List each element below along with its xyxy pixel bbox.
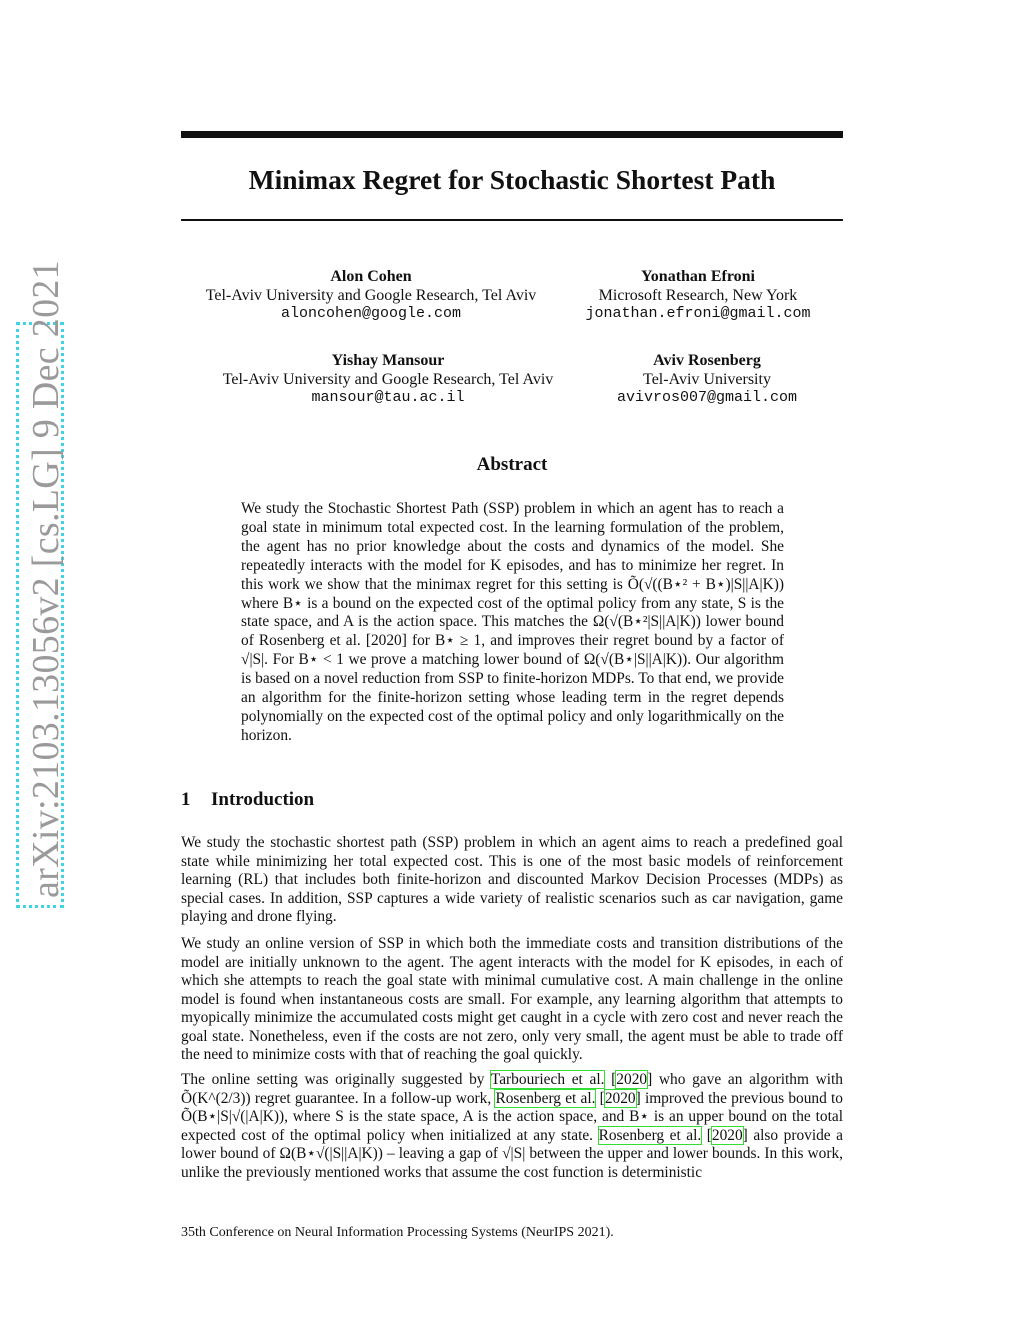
author-affiliation: Microsoft Research, New York: [598, 286, 798, 304]
paragraph-text: The online setting was originally suggested by: [181, 1071, 491, 1088]
citation-link[interactable]: Rosenberg et al.: [495, 1089, 596, 1107]
citation-year-link[interactable]: 2020: [711, 1126, 743, 1144]
author-email[interactable]: aloncohen@google.com: [280, 305, 462, 322]
citation-link[interactable]: Rosenberg et al.: [598, 1126, 702, 1144]
title-rule-bottom: [181, 219, 843, 221]
abstract-text: We study the Stochastic Shortest Path (SSP) problem in which an agent has to reach a goal state in minimum total expected cost. In the learning formulation of the problem, the agent has no prior knowledge about the costs and dynamics of the model. She repeatedly interacts with the model for K episodes, and has to minimize her regret. In this work we show that the minimax regret for this setting is Õ(√((B⋆² + B⋆)|S||A|K)) where B⋆ is a bound on the expected cost of the optimal policy from any state, S is the state space, and A is the action space. This matches the Ω(√(B⋆²|S||A|K)) lower bound of Rosenberg et al. [2020] for B⋆ ≥ 1, and improves their regret bound by a factor of √|S|. For B⋆ < 1 we prove a matching lower bound of Ω(√(B⋆|S||A|K)). Our algorithm is based on a novel reduction from SSP to finite-horizon MDPs. To that end, we provide an algorithm for the finite-horizon setting whose leading term in the regret depends polynomially on the expected cost of the optimal policy and only logarithmically on the horizon.: [241, 500, 784, 744]
author-email[interactable]: avivros007@gmail.com: [616, 389, 798, 406]
author-name: Aviv Rosenberg: [653, 352, 761, 369]
author-block: [567, 268, 829, 324]
body-paragraph: The online setting was originally suggested by Tarbouriech et al. [2020] who gave an algorithm with Õ(K^(2/3)) regret guarantee. In a follow-up work, Rosenberg et al. [2020] improved the previous bound to Õ(B⋆|S|√(|A|K)), where S is the state space, A is the action space, and B⋆ is an upper bound on the total expected cost of the optimal policy when initialized at any state. Rosenberg et al. [2020] also provide a lower bound of Ω(B⋆√(|S||A|K)) – leaving a gap of √|S| between the upper and lower bounds. In this work, unlike the previously mentioned works that assume the cost function is deterministic: [181, 1071, 843, 1181]
author-block: [587, 352, 827, 408]
conference-footnote: 35th Conference on Neural Information Processing Systems (NeurIPS 2021).: [181, 1225, 614, 1240]
paragraph-text: also provide a lower bound of Ω(B⋆√(|S||A|K)) – leaving a gap of √|S| between the upper and lower bounds. In this work, unlike the previously mentioned works that assume the cost function is deterministic: [181, 1126, 843, 1181]
author-block: [181, 268, 561, 324]
arxiv-identifier: arXiv:2103.13056v2 [cs.LG] 9 Dec 2021: [25, 260, 67, 898]
title-rule-top: [181, 131, 843, 138]
paragraph-text: improved the previous bound to Õ(B⋆|S|√(|A|K)), where S is the state space, A is the action space, and B⋆ is an upper bound on the total expected cost of the optimal policy when initialized at any state.: [181, 1089, 843, 1144]
paragraph-text: who gave an algorithm with Õ(K^(2/3)) regret guarantee. In a follow-up work,: [181, 1071, 843, 1107]
section-number: 1: [181, 789, 191, 810]
paper-title: Minimax Regret for Stochastic Shortest Path: [248, 164, 776, 195]
author-block: [198, 352, 578, 408]
author-name: Alon Cohen: [330, 268, 412, 285]
author-name: Yonathan Efroni: [641, 268, 755, 285]
author-email[interactable]: jonathan.efroni@gmail.com: [585, 305, 811, 322]
abstract-heading: Abstract: [476, 454, 548, 475]
author-affiliation: Tel-Aviv University and Google Research, Tel Aviv: [222, 370, 554, 388]
citation-year-link[interactable]: 2020: [604, 1089, 636, 1107]
author-email[interactable]: mansour@tau.ac.il: [311, 389, 465, 406]
author-name: Yishay Mansour: [331, 352, 445, 369]
author-affiliation: Tel-Aviv University: [643, 370, 771, 388]
author-affiliation: Tel-Aviv University and Google Research, Tel Aviv: [205, 286, 537, 304]
citation-year-link[interactable]: 2020: [616, 1071, 648, 1088]
body-paragraph: We study an online version of SSP in which both the immediate costs and transition distributions of the model are initially unknown to the agent. The agent interacts with the model for K episodes, in each of which she attempts to reach the goal state with minimal cumulative cost. A main challenge in the online model is found when instantaneous costs are small. For example, any learning algorithm that attempts to myopically minimize the accumulated costs might get caught in a cycle with zero cost and never reach the goal state. Nonetheless, even if the costs are not zero, only very small, the agent must be able to trade off the need to minimize costs with that of reaching the goal quickly.: [181, 935, 843, 1063]
body-paragraph: We study the stochastic shortest path (SSP) problem in which an agent aims to reach a predefined goal state while minimizing her total expected cost. This is one of the most basic models of reinforcement learning (RL) that includes both finite-horizon and discounted Markov Decision Processes (MDPs) as special cases. In addition, SSP captures a wide variety of realistic scenarios such as car navigation, game playing and drone flying.: [181, 834, 843, 925]
section-heading: [181, 789, 314, 811]
section-title: Introduction: [211, 789, 315, 810]
citation-link[interactable]: Tarbouriech et al.: [490, 1071, 605, 1088]
